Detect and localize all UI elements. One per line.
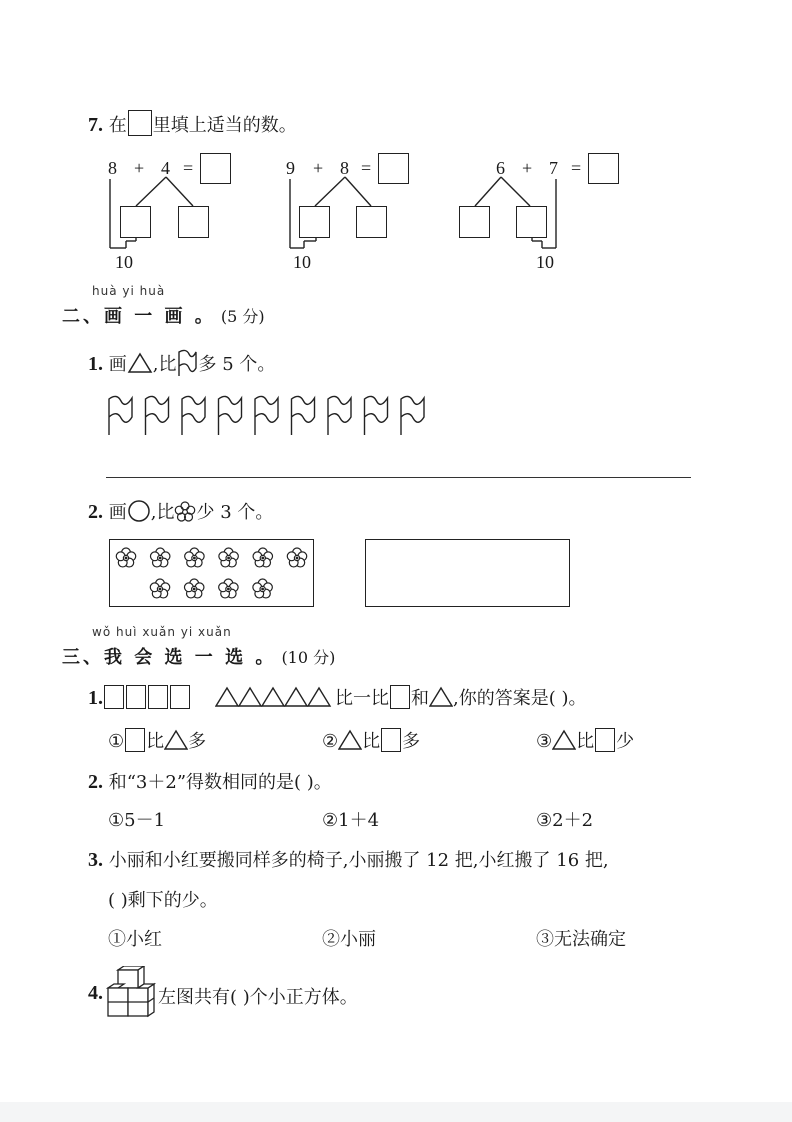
equals-sign: = <box>183 158 194 178</box>
s3-q3-line1: 小丽和小红要搬同样多的椅子,小丽搬了 12 把,小红搬了 16 把, <box>108 850 609 871</box>
equals-sign: = <box>571 158 582 178</box>
section3-title: 三、我 会 选 一 选 。 <box>62 647 277 668</box>
s3-q2-option-2[interactable]: ②1＋4 <box>322 810 380 831</box>
square-shape <box>148 685 168 709</box>
option-text: 多 <box>188 731 207 752</box>
flower-icon <box>219 548 238 567</box>
q7-number: 7. <box>88 114 103 136</box>
addend-b: 7 <box>549 158 558 178</box>
s2-q1-t1: 画 <box>108 354 127 375</box>
s3-q1-text <box>88 684 587 710</box>
split-answer-box[interactable] <box>516 206 547 238</box>
s2-q1-t2: ,比 <box>152 354 177 375</box>
square-shape <box>595 728 615 752</box>
flag-icon <box>182 396 205 435</box>
section3-pinyin: wǒ huì xuǎn yi xuǎn <box>92 625 232 639</box>
option-mark: ② <box>322 731 339 752</box>
section2-title: 二、画 一 画 。 <box>62 306 216 327</box>
flower-icon <box>174 501 196 523</box>
split-answer-box[interactable] <box>459 206 490 238</box>
flower-icon <box>150 579 169 598</box>
section3-heading <box>62 643 335 669</box>
ten-label: 10 <box>536 252 554 272</box>
sum-answer-box[interactable] <box>378 153 409 184</box>
s3-q2-option-3[interactable]: ③2＋2 <box>536 810 594 831</box>
flower-icon <box>150 548 169 567</box>
square-shape <box>381 728 401 752</box>
equals-sign: = <box>361 158 372 178</box>
triangles-group <box>215 686 335 708</box>
section2-heading <box>62 302 265 328</box>
addend-a: 8 <box>108 158 117 178</box>
flag-icon <box>255 396 278 435</box>
flag-icon <box>219 396 242 435</box>
plus-sign: + <box>313 158 324 178</box>
flower-icon <box>253 579 272 598</box>
flower-icon <box>184 579 203 598</box>
square-shape <box>170 685 190 709</box>
flag-icon <box>109 396 132 435</box>
s3-q3-option-2[interactable]: ②小丽 <box>322 929 376 950</box>
s2-q2-t1: 画 <box>108 502 127 523</box>
s3-q1-number: 1. <box>88 687 103 709</box>
triangle-icon <box>338 729 362 751</box>
s2-q2-number: 2. <box>88 501 103 523</box>
flower-box <box>109 539 314 607</box>
s3-q4-text: 左图共有( )个小正方体。 <box>158 987 358 1008</box>
flag-icon <box>146 396 169 435</box>
answer-box-sample <box>128 110 152 136</box>
s3-q3-text <box>88 846 609 872</box>
s3-q4-number: 4. <box>88 982 103 1004</box>
square-shape <box>104 685 124 709</box>
s3-q3-number: 3. <box>88 849 103 871</box>
ten-label: 10 <box>293 252 311 272</box>
flower-icon <box>219 579 238 598</box>
q7-text-after: 里填上适当的数。 <box>152 115 297 136</box>
flag-icon <box>176 348 198 378</box>
drawing-line[interactable] <box>106 477 691 478</box>
plus-sign: + <box>522 158 533 178</box>
option-text: 少 <box>616 731 635 752</box>
triangle-icon <box>552 729 576 751</box>
split-answer-box[interactable] <box>299 206 330 238</box>
circle-drawing-box[interactable] <box>365 539 570 607</box>
option-text: 比 <box>362 731 381 752</box>
s3-q1-t2: 和 <box>411 688 429 709</box>
square-shape <box>125 728 145 752</box>
triangle-icon <box>429 686 453 708</box>
option-mark: ③ <box>536 731 553 752</box>
triangle-icon <box>127 352 153 374</box>
split-answer-box[interactable] <box>178 206 209 238</box>
square-shape <box>390 685 410 709</box>
page-footer-bar <box>0 1102 792 1122</box>
flag-icon <box>292 396 315 435</box>
flowers-svg <box>110 540 315 608</box>
option-text: 比 <box>146 731 165 752</box>
flag-icon <box>328 396 351 435</box>
s2-q2-t2: ,比 <box>150 502 175 523</box>
s3-q2-stem: 和“3＋2”得数相同的是( )。 <box>108 772 332 793</box>
s3-q1-option-3[interactable] <box>536 727 634 753</box>
s3-q1-t1: 比一比 <box>335 688 389 709</box>
option-text: 多 <box>402 731 421 752</box>
flag-icon <box>365 396 388 435</box>
split-answer-box[interactable] <box>120 206 151 238</box>
flower-icon <box>185 548 204 567</box>
section2-pinyin: huà yi huà <box>92 284 166 298</box>
s3-q2-option-1[interactable]: ①5－1 <box>108 810 166 831</box>
ten-label: 10 <box>115 252 133 272</box>
s3-q3-option-3[interactable]: ③无法确定 <box>536 929 626 950</box>
sum-answer-box[interactable] <box>200 153 231 184</box>
addend-b: 8 <box>340 158 349 178</box>
s3-q2-number: 2. <box>88 771 103 793</box>
triangle-icon <box>164 729 188 751</box>
square-shape <box>126 685 146 709</box>
s3-q3-line2: ( )剩下的少。 <box>108 890 218 911</box>
flower-icon <box>287 548 306 567</box>
flag-icon <box>401 396 424 435</box>
section3-score: (10 分) <box>281 648 336 667</box>
option-mark: ① <box>108 731 125 752</box>
plus-sign: + <box>134 158 145 178</box>
flower-icon <box>253 548 272 567</box>
cube-stack-figure <box>106 966 158 1020</box>
flower-icon <box>116 548 135 567</box>
q7-text-before: 在 <box>108 115 127 136</box>
s3-q1-option-1[interactable] <box>108 727 206 753</box>
addend-a: 9 <box>286 158 295 178</box>
circle-icon <box>127 499 151 523</box>
split-answer-box[interactable] <box>356 206 387 238</box>
s2-q2-text <box>88 498 273 524</box>
s2-q2-t3: 少 3 个。 <box>196 502 274 523</box>
flag-row <box>106 393 436 441</box>
s3-q2-text <box>88 768 332 794</box>
q7-instruction <box>88 110 297 137</box>
squares-group <box>103 688 191 709</box>
addend-b: 4 <box>161 158 170 178</box>
s3-q1-option-2[interactable] <box>322 727 420 753</box>
s2-q1-t3: 多 5 个。 <box>198 354 276 375</box>
s2-q1-number: 1. <box>88 353 103 375</box>
addend-a: 6 <box>496 158 505 178</box>
flag-row-svg <box>106 393 436 437</box>
s2-q1-text <box>88 348 275 378</box>
sum-answer-box[interactable] <box>588 153 619 184</box>
s3-q3-option-1[interactable]: ①小红 <box>108 929 162 950</box>
section2-score: (5 分) <box>220 307 265 326</box>
option-text: 比 <box>576 731 595 752</box>
s3-q1-t3: ,你的答案是( )。 <box>453 688 587 709</box>
